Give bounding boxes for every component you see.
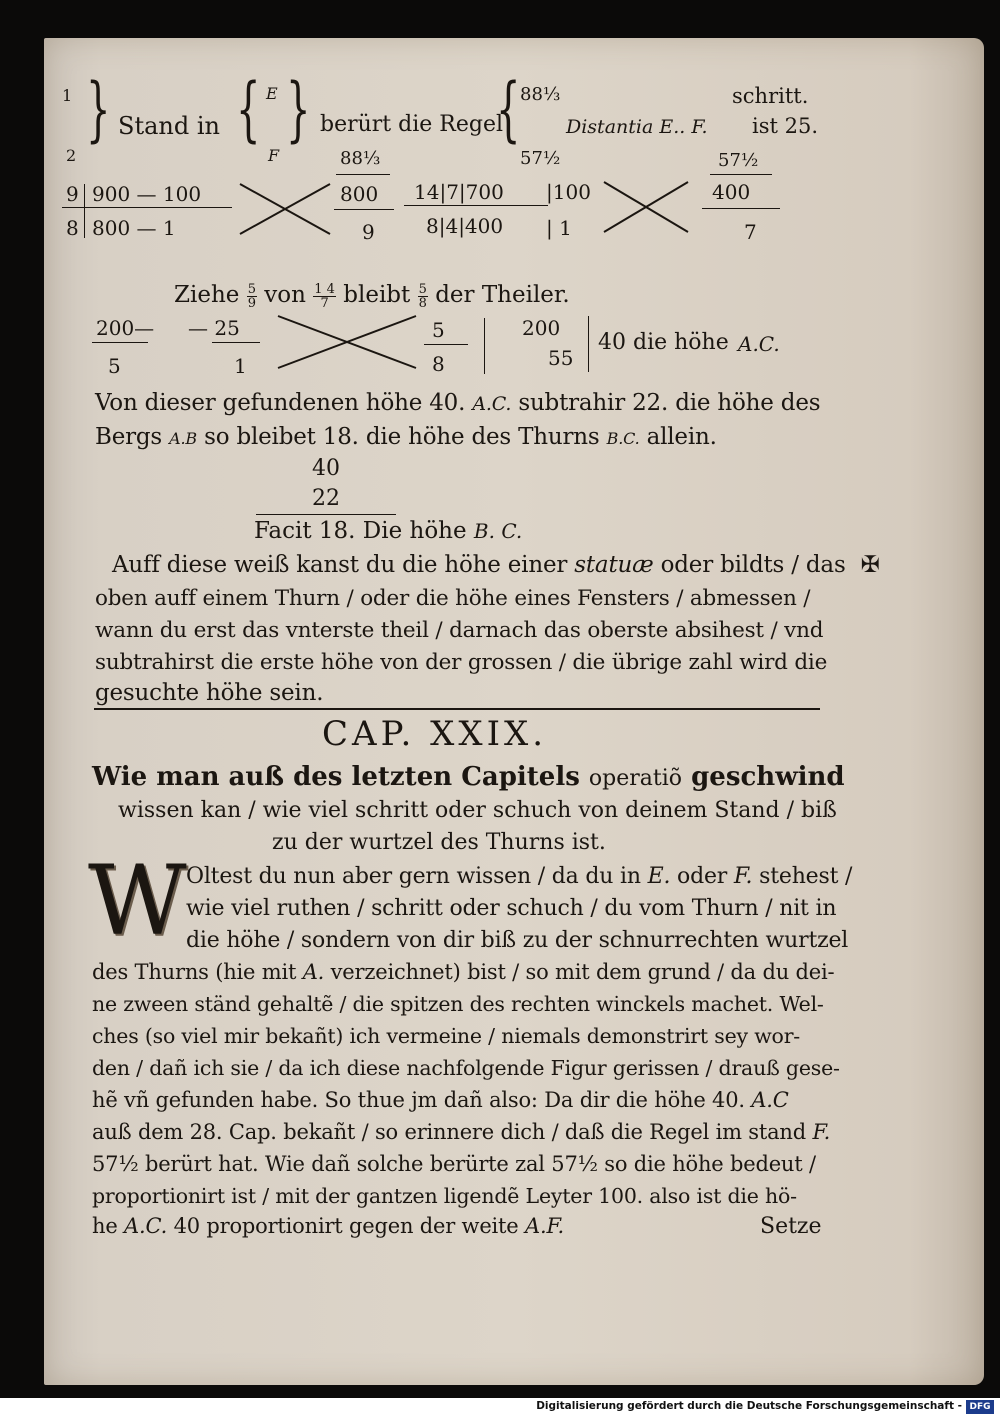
subtraction-22: 22	[312, 486, 340, 511]
curly-brace-4: {	[496, 68, 521, 150]
ziehe-frac-2-bot: 7	[320, 295, 329, 311]
r1-frac-800: 800	[340, 182, 379, 206]
r2-vbar-1	[484, 318, 485, 374]
body-line-12	[92, 1214, 564, 1238]
ziehe-frac-2	[313, 283, 336, 310]
heading-line-2: wissen kan / wie viel schritt oder schuch von deinem Stand / biß	[118, 798, 837, 823]
body-line-4	[92, 960, 834, 984]
paragraph-1-line-1	[95, 390, 820, 416]
heading-l1-c: geschwind	[691, 762, 845, 792]
value-88-under: 88⅓	[340, 148, 381, 169]
heading-line-3: zu der wurtzel des Thurns ist.	[272, 830, 606, 855]
b-l12-c: 40 proportionirt gegen der weite	[173, 1214, 519, 1238]
brace-label-2: 2	[66, 146, 77, 165]
body-line-8	[92, 1088, 789, 1112]
r2-200b: 200	[522, 316, 561, 340]
body-line-5: ne zween ständ gehaltẽ / die spitzen des rechten winckels machet. Wel-	[92, 992, 824, 1016]
cross-multiply-1	[240, 184, 332, 236]
b-l8-ac: A.C	[751, 1088, 789, 1112]
ziehe-word: Ziehe	[174, 282, 240, 308]
bleibt-word: bleibt	[343, 282, 411, 308]
rule-57	[710, 174, 772, 175]
ziehe-frac-3-bot: 8	[418, 295, 427, 311]
body-line-7: den / dañ ich sie / da ich diese nachfolgende Figur gerissen / drauß gese-	[92, 1056, 840, 1080]
ziehe-line	[174, 282, 570, 310]
heading-l1-a: Wie man auß des letzten Capitels	[92, 762, 580, 792]
p2-l1-text-a: Auff diese weiß kanst du die höhe einer	[112, 552, 568, 578]
p1-l2-text-c: so bleibet 18. die höhe des Thurns	[204, 424, 600, 450]
r1-7: 7	[744, 220, 757, 244]
r2-rule-c	[424, 344, 468, 345]
r1-vbar-left	[84, 184, 85, 238]
drop-cap-initial: W	[88, 845, 187, 957]
curly-brace-3: }	[286, 68, 311, 150]
beruert-label: berürt die Regel	[320, 112, 503, 137]
p1-l1-text-a: Von dieser gefundenen höhe 40.	[95, 390, 466, 416]
paragraph-1-line-2	[95, 424, 717, 450]
schritt-label: schritt.	[732, 84, 809, 108]
r1-rule-left	[62, 207, 232, 208]
b-l12-ac: A.C.	[124, 1214, 168, 1238]
r1-1: | 1	[546, 216, 572, 240]
r2-hohe: 40 die höhe	[598, 330, 729, 355]
stand-in-label: Stand in	[118, 112, 220, 140]
ziehe-frac-2-top	[313, 283, 336, 297]
facit-line	[254, 518, 522, 544]
body-line-9	[92, 1120, 830, 1144]
footer-credit: Digitalisierung gefördert durch die Deutsche Forschungsgemeinschaft -	[536, 1400, 962, 1412]
r2-rule-a	[92, 342, 148, 343]
b-l8-a: hẽ vñ gefunden habe. So thue jm dañ also: Da dir die höhe 40.	[92, 1088, 745, 1112]
cross-multiply-2	[604, 182, 690, 234]
body-line-2: wie viel ruthen / schritt oder schuch / du vom Thurn / nit in	[186, 896, 837, 921]
r2-5b: 5	[432, 318, 445, 342]
b-l4-c: verzeichnet) bist / so mit dem grund / da du dei-	[330, 960, 835, 984]
paragraph-2-line-1	[112, 552, 880, 578]
curly-brace-1: }	[86, 68, 111, 150]
paragraph-2-line-4: subtrahirst die erste höhe von der grossen / die übrige zahl wird die	[95, 650, 828, 675]
curly-brace-2: {	[236, 68, 261, 150]
der-theiler: der Theiler.	[435, 282, 570, 308]
p1-l1-italic: A.C.	[472, 393, 512, 415]
p2-l1-italic: statuæ	[574, 552, 654, 578]
heading-line-1	[92, 762, 845, 792]
ziehe-frac-3	[418, 283, 428, 310]
r1-frac-rule	[334, 209, 394, 210]
r1-8: 8	[66, 216, 79, 240]
r1-100: |100	[546, 180, 591, 204]
facit-bc: B. C.	[473, 519, 523, 543]
r1-400: 400	[712, 180, 751, 204]
r2-8: 8	[432, 352, 445, 376]
paragraph-2-line-5: gesuchte höhe sein.	[95, 680, 324, 706]
r1-9: 9	[66, 182, 79, 206]
von-word: von	[264, 282, 306, 308]
chapter-title: CAP. XXIX.	[322, 714, 548, 754]
r1-14-7-700: 14|7|700	[414, 180, 504, 204]
value-57-bottom: 57½	[520, 148, 561, 169]
r2-200: 200—	[96, 316, 155, 340]
body-line-10: 57½ berürt hat. Wie dañ solche berürte zal 57½ so die höhe bedeut /	[92, 1152, 816, 1176]
r2-25: — 25	[188, 316, 240, 340]
ziehe-frac-1-top: 5	[247, 281, 256, 297]
body-line-11: proportionirt ist / mit der gantzen ligendẽ Leyter 100. also ist die hö-	[92, 1184, 797, 1208]
paragraph-2-line-2: oben auff einem Thurn / oder die höhe eines Fensters / abmessen /	[95, 586, 811, 611]
b-l9-a: auß dem 28. Cap. bekañt / so erinnere dich / daß die Regel im stand	[92, 1120, 806, 1144]
catchword: Setze	[760, 1214, 822, 1239]
subtraction-40: 40	[312, 456, 340, 481]
distantia-label: Distantia E.. F.	[566, 116, 708, 138]
b-l1-e: E.	[647, 864, 671, 889]
section-divider	[94, 708, 820, 710]
r1-800-1: 800 — 1	[92, 216, 176, 240]
b-l9-f: F.	[812, 1120, 831, 1144]
p1-l1-text-c: subtrahir 22. die höhe des	[518, 390, 821, 416]
ziehe-frac-2-whole: 1	[314, 281, 323, 297]
r1-frac-9: 9	[362, 220, 375, 244]
p1-l2-italic-bc: B.C.	[606, 429, 640, 448]
p2-l1-text-c: oder bildts / das	[660, 552, 846, 578]
body-line-6: ches (so viel mir bekañt) ich vermeine / niemals demonstrirt sey wor-	[92, 1024, 801, 1048]
r1-rule-mid	[404, 205, 548, 206]
r2-rule-b	[212, 342, 260, 343]
r1-8-4-400: 8|4|400	[426, 214, 504, 238]
ziehe-frac-3-top: 5	[418, 281, 427, 297]
r2-vbar-2	[588, 316, 589, 372]
p1-l2-text-a: Bergs	[95, 424, 163, 450]
r2-55: 55	[548, 346, 574, 370]
ziehe-frac-1-bot: 9	[247, 295, 256, 311]
book-page	[44, 38, 984, 1385]
brace-label-1: 1	[62, 86, 73, 105]
body-line-1	[186, 864, 852, 889]
dfg-logo-icon: DFG	[966, 1400, 994, 1414]
heading-l1-operatio: operatiõ	[588, 766, 683, 791]
r1-900-100: 900 — 100	[92, 182, 202, 206]
value-88-top: 88⅓	[520, 84, 561, 105]
b-l4-a: des Thurns (hie mit	[92, 960, 297, 984]
ziehe-frac-1	[247, 283, 257, 310]
r1-rule-right	[702, 208, 780, 209]
p1-l2-text-e: allein.	[646, 424, 717, 450]
cross-mark-icon: ✠	[860, 552, 880, 578]
b-l12-af: A.F.	[525, 1214, 565, 1238]
value-57-right: 57½	[718, 150, 759, 171]
r2-1: 1	[234, 354, 247, 378]
body-line-3: die höhe / sondern von dir biß zu der schnurrechten wurtzel	[186, 928, 849, 953]
b-l12-a: he	[92, 1214, 118, 1238]
r2-5: 5	[108, 354, 121, 378]
paragraph-2-line-3: wann du erst das vnterste theil / darnach das oberste absihest / vnd	[95, 618, 824, 643]
subtraction-rule	[256, 514, 396, 515]
ist-25-label: ist 25.	[752, 114, 819, 138]
r2-ac: A.C.	[738, 332, 780, 356]
facit-text: Facit 18. Die höhe	[254, 518, 467, 544]
point-e-label: E	[266, 84, 278, 103]
b-l1-e2: stehest /	[759, 864, 853, 889]
ziehe-frac-2-num: 4	[326, 281, 335, 297]
b-l4-a-label: A.	[302, 960, 325, 984]
b-l1-a: Oltest du nun aber gern wissen / da du in	[186, 864, 641, 889]
p1-l2-italic-ab: A.B	[169, 429, 197, 448]
rule-88	[336, 174, 390, 175]
b-l1-f: F.	[733, 864, 753, 889]
cross-multiply-3	[278, 316, 418, 370]
b-l1-oder: oder	[677, 864, 728, 889]
point-f-label: F	[268, 146, 280, 165]
